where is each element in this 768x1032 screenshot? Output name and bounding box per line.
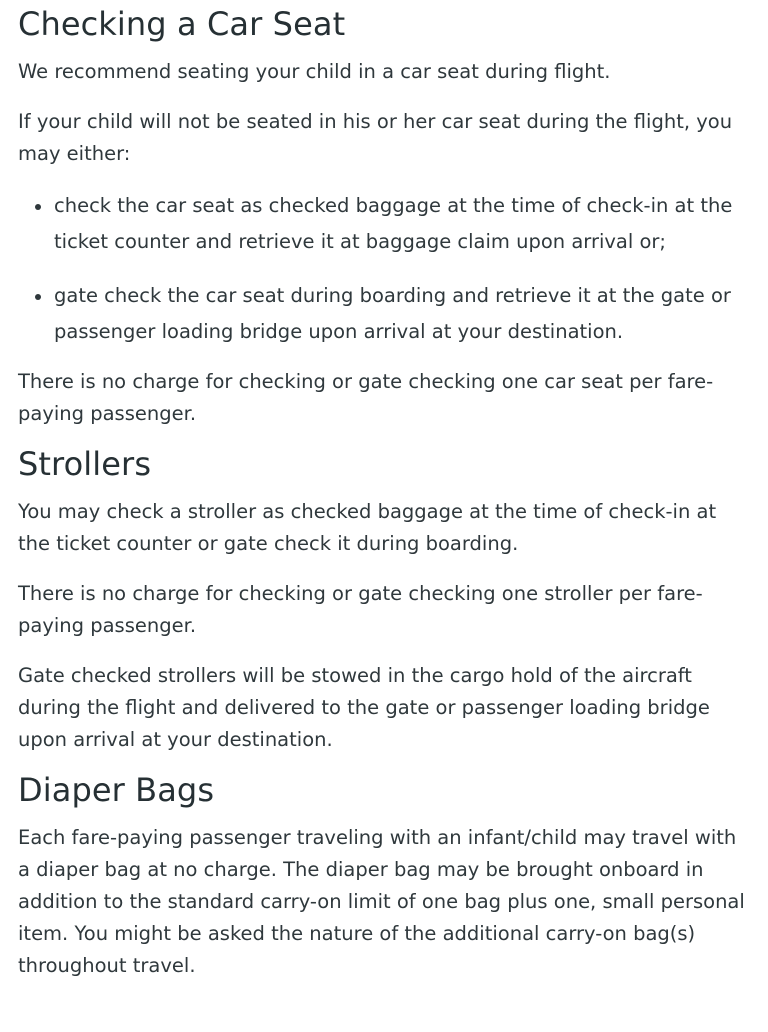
strollers-heading: Strollers bbox=[18, 445, 152, 483]
stroller-check-text: You may check a stroller as checked baggage at the time of check-in at the ticket counter or gate check it during boarding. bbox=[18, 500, 717, 555]
diaper-bags-section bbox=[18, 770, 750, 982]
strollers-section bbox=[18, 444, 750, 756]
list-item: gate check the car seat during boarding and retrieve it at the gate or passenger loading bridge upon arrival at your destination. bbox=[18, 278, 750, 350]
stroller-stowage-text: Gate checked strollers will be stowed in the cargo hold of the aircraft during the flight and delivered to the gate or passenger loading bridge upon arrival at your destination. bbox=[18, 664, 710, 751]
car-seat-section bbox=[18, 4, 750, 430]
car-seat-options-intro-text: If your child will not be seated in his or her car seat during the flight, you may either: bbox=[18, 110, 733, 165]
diaper-bag-policy-text: Each fare-paying passenger traveling with an infant/child may travel with a diaper bag at no charge. The diaper bag may be brought onboard in addition to the standard carry-on limit of one bag plus one, small personal item. You might be asked the nature of the additional carry-on bag(s) throughout travel. bbox=[18, 826, 745, 977]
list-item: check the car seat as checked baggage at the time of check-in at the ticket counter and retrieve it at baggage claim upon arrival or; bbox=[18, 188, 750, 260]
diaper-bags-heading: Diaper Bags bbox=[18, 771, 215, 809]
car-seat-options-list bbox=[18, 188, 750, 350]
car-seat-charge-text: There is no charge for checking or gate checking one car seat per fare-paying passenger. bbox=[18, 370, 714, 425]
car-seat-heading: Checking a Car Seat bbox=[18, 5, 346, 43]
policy-content bbox=[0, 4, 768, 1032]
stroller-charge-text: There is no charge for checking or gate checking one stroller per fare-paying passenger. bbox=[18, 582, 703, 637]
car-seat-recommendation-text: We recommend seating your child in a car seat during flight. bbox=[18, 60, 611, 83]
